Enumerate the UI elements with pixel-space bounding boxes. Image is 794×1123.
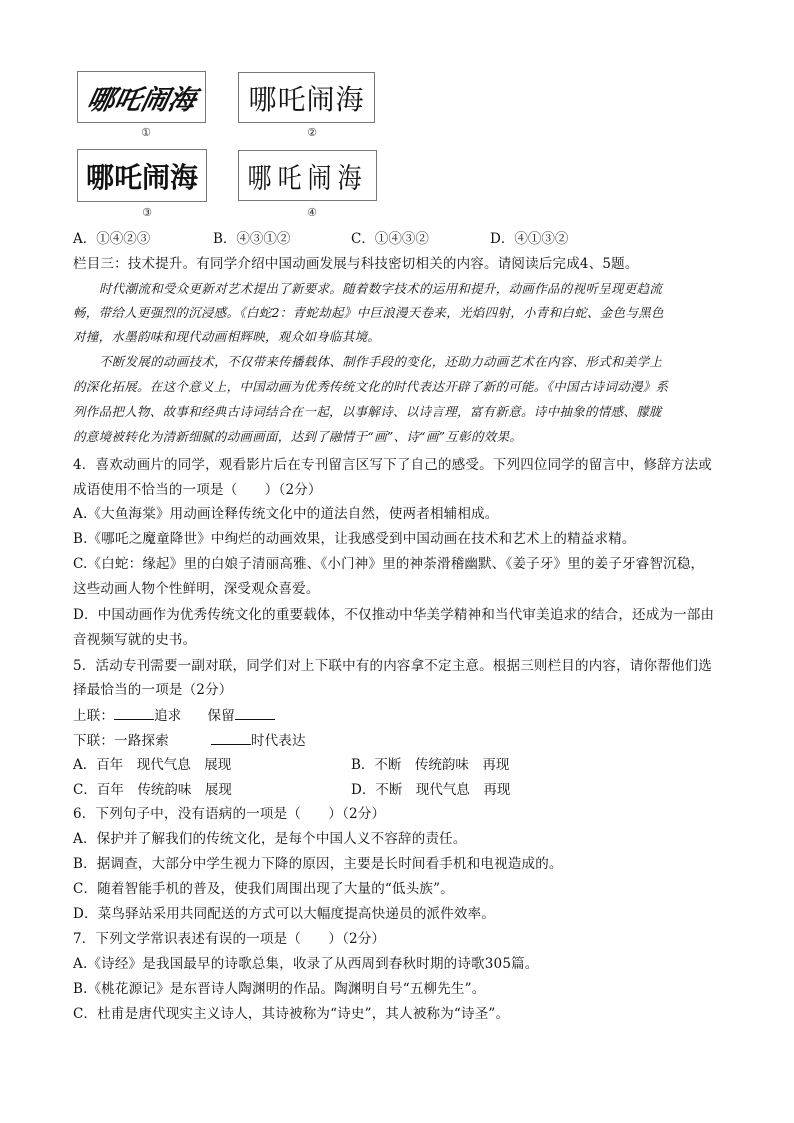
calligraphy-image-3 xyxy=(77,149,207,202)
section3-title: 栏目三：技术提升。有同学介绍中国动画发展与科技密切相关的内容。请阅读后完成4、5题。 xyxy=(73,256,639,272)
passage-p2-line1: 不断发展的动画技术，不仅带来传播载体、制作手段的变化，还助力动画艺术在内容、形式和美学上 xyxy=(99,354,663,369)
couplet-upper xyxy=(73,705,275,726)
q7-stem: 7．下列文学常识表述有误的一项是（ ）（2分） xyxy=(73,931,386,947)
passage-p2-line3: 列作品把人物、故事和经典古诗词结合在一起，以事解诗、以诗言理，富有新意。诗中抽象的情感、朦胧 xyxy=(73,404,662,419)
calligraphy-label-2: ② xyxy=(307,126,317,139)
couplet-upper-blank-2 xyxy=(235,705,275,720)
couplet-upper-mid: 追求 xyxy=(154,708,182,724)
q4-option-c-line1: C.《白蛇：缘起》里的白娘子清丽高雅、《小门神》里的神荼滑稽幽默、《姜子牙》里的姜子牙睿智沉稳， xyxy=(73,556,705,572)
calligraphy-image-4 xyxy=(238,150,377,201)
passage-p2-line4: 的意境被转化为清新细腻的动画画面，达到了融情于“画”、诗“画”互彰的效果。 xyxy=(73,429,523,444)
q4-option-b: B.《哪吒之魔童降世》中绚烂的动画效果，让我感受到中国动画在技术和艺术上的精益求精。 xyxy=(73,531,636,547)
q6-option-b: B．据调查，大部分中学生视力下降的原因，主要是长时间看手机和电视造成的。 xyxy=(73,856,563,872)
q7-option-a: A.《诗经》是我国最早的诗歌总集，收录了从西周到春秋时期的诗歌305篇。 xyxy=(73,956,539,972)
q7-option-b: B.《桃花源记》是东晋诗人陶渊明的作品。陶渊明自号“五柳先生”。 xyxy=(73,981,486,997)
couplet-lower xyxy=(73,730,306,751)
calligraphy-text-2: 哪吒闹海 xyxy=(248,82,365,116)
q4-option-d-line2: 音视频写就的史书。 xyxy=(73,632,197,648)
couplet-lower-suffix: 时代表达 xyxy=(250,733,306,749)
couplet-lower-prefix: 下联：一路探索 xyxy=(73,733,169,749)
q4-option-a: A.《大鱼海棠》用动画诠释传统文化中的道法自然，使两者相辅相成。 xyxy=(73,506,499,522)
q6-option-a: A．保护并了解我们的传统文化，是每个中国人义不容辞的责任。 xyxy=(73,831,467,847)
q6-option-d: D．菜鸟驿站采用共同配送的方式可以大幅度提高快递员的派件效率。 xyxy=(73,906,496,922)
q6-option-c: C．随着智能手机的普及，使我们周围出现了大量的“低头族”。 xyxy=(73,881,454,897)
couplet-upper-keep: 保留 xyxy=(207,708,235,724)
passage-p1-line1: 时代潮流和受众更新对艺术提出了新要求。随着数字技术的运用和提升，动画作品的视听呈现更趋流 xyxy=(99,281,663,296)
q3-option-a: A．①④②③ xyxy=(73,231,151,247)
calligraphy-image-1 xyxy=(77,71,206,123)
q5-stem-line2: 择最恰当的一项是（2分） xyxy=(73,682,233,698)
couplet-upper-blank-1 xyxy=(114,705,154,720)
q6-stem: 6．下列句子中，没有语病的一项是（ ）（2分） xyxy=(73,806,386,822)
calligraphy-label-1: ① xyxy=(141,126,151,139)
q5-option-c: C．百年 传统韵味 展现 xyxy=(73,782,232,798)
q7-option-c: C．杜甫是唐代现实主义诗人，其诗被称为“诗史”，其人被称为“诗圣”。 xyxy=(73,1006,510,1022)
calligraphy-image-2 xyxy=(238,72,375,123)
q4-stem-line1: 4．喜欢动画片的同学，观看影片后在专刊留言区写下了自己的感受。下列四位同学的留言中，修辞方法或 xyxy=(73,457,712,473)
passage-p2-line2: 的深化拓展。在这个意义上，中国动画为优秀传统文化的时代表达开辟了新的可能。《中国古诗词动漫》系 xyxy=(73,379,669,394)
q4-option-d-line1: D．中国动画作为优秀传统文化的重要载体，不仅推动中华美学精神和当代审美追求的结合，还成为一部由 xyxy=(73,607,715,623)
calligraphy-label-4: ④ xyxy=(307,206,317,219)
couplet-upper-prefix: 上联： xyxy=(73,708,115,724)
q4-option-c-line2: 这些动画人物个性鲜明，深受观众喜爱。 xyxy=(73,581,320,597)
calligraphy-label-3: ③ xyxy=(142,206,152,219)
q5-stem-line1: 5．活动专刊需要一副对联，同学们对上下联中有的内容拿不定主意。根据三则栏目的内容，请你帮他们选 xyxy=(73,658,712,674)
couplet-lower-blank xyxy=(211,730,251,745)
q3-option-d: D．④①③② xyxy=(490,231,569,247)
q5-option-a: A．百年 现代气息 展现 xyxy=(73,757,232,773)
q3-option-c: C．①④③② xyxy=(351,231,429,247)
q3-option-b: B．④③①② xyxy=(213,231,291,247)
q5-option-d: D．不断 现代气息 再现 xyxy=(351,782,511,798)
calligraphy-text-1: 哪吒闹海 xyxy=(83,84,199,116)
calligraphy-text-4: 哪吒闹海 xyxy=(247,162,368,195)
passage-p1-line2: 畅，带给人更强烈的沉浸感。《白蛇2：青蛇劫起》中巨浪漫天卷来，光焰四射，小青和白蛇、金色与黑色 xyxy=(73,305,664,320)
passage-p1-line3: 对撞，水墨韵味和现代动画相辉映，观众如身临其境。 xyxy=(73,329,381,344)
calligraphy-text-3: 哪吒闹海 xyxy=(85,160,198,194)
q4-stem-line2: 成语使用不恰当的一项是（ ）（2分） xyxy=(73,482,322,498)
q5-option-b: B．不断 传统韵味 再现 xyxy=(351,757,510,773)
